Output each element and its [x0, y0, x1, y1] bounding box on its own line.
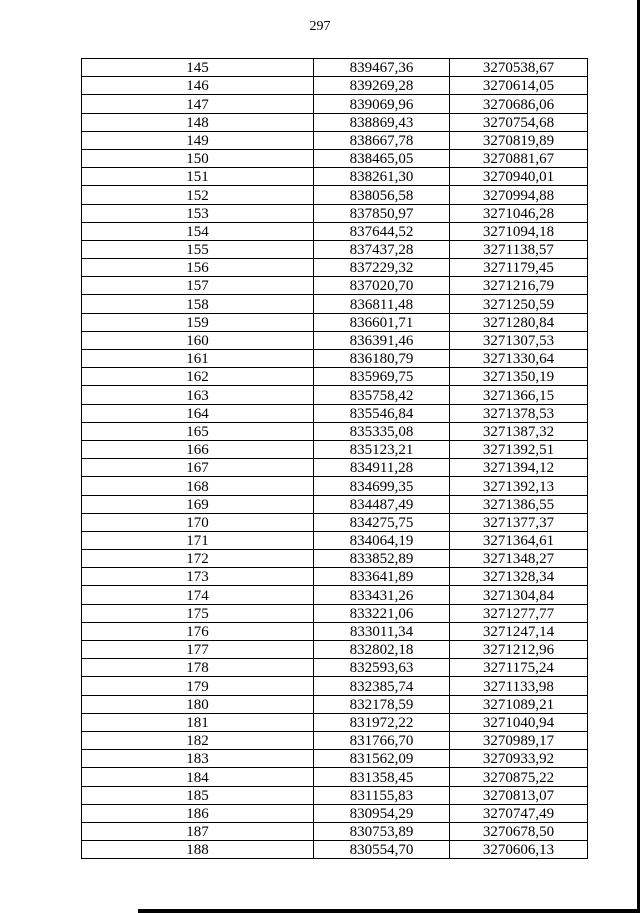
coordinates-table [81, 58, 588, 859]
point-number-cell: 167 [82, 459, 314, 477]
y-coordinate-cell: 3271040,94 [450, 713, 588, 731]
table-row [82, 677, 588, 695]
y-coordinate-cell: 3270940,01 [450, 168, 588, 186]
x-coordinate-cell: 834911,28 [314, 459, 450, 477]
y-coordinate-cell: 3271387,32 [450, 422, 588, 440]
x-coordinate-cell: 834275,75 [314, 513, 450, 531]
y-coordinate-cell: 3271247,14 [450, 622, 588, 640]
point-number-cell: 176 [82, 622, 314, 640]
x-coordinate-cell: 830554,70 [314, 841, 450, 859]
x-coordinate-cell: 831358,45 [314, 768, 450, 786]
y-coordinate-cell: 3270686,06 [450, 95, 588, 113]
y-coordinate-cell: 3271138,57 [450, 240, 588, 258]
x-coordinate-cell: 832178,59 [314, 695, 450, 713]
point-number-cell: 159 [82, 313, 314, 331]
x-coordinate-cell: 839269,28 [314, 77, 450, 95]
point-number-cell: 180 [82, 695, 314, 713]
x-coordinate-cell: 832593,63 [314, 659, 450, 677]
x-coordinate-cell: 835335,08 [314, 422, 450, 440]
point-number-cell: 145 [82, 59, 314, 77]
point-number-cell: 170 [82, 513, 314, 531]
x-coordinate-cell: 836811,48 [314, 295, 450, 313]
point-number-cell: 161 [82, 350, 314, 368]
y-coordinate-cell: 3271394,12 [450, 459, 588, 477]
x-coordinate-cell: 838056,58 [314, 186, 450, 204]
x-coordinate-cell: 832802,18 [314, 641, 450, 659]
point-number-cell: 166 [82, 440, 314, 458]
table-row [82, 731, 588, 749]
x-coordinate-cell: 837644,52 [314, 222, 450, 240]
point-number-cell: 164 [82, 404, 314, 422]
table-row [82, 659, 588, 677]
point-number-cell: 183 [82, 750, 314, 768]
y-coordinate-cell: 3270747,49 [450, 804, 588, 822]
y-coordinate-cell: 3271304,84 [450, 586, 588, 604]
table-row [82, 95, 588, 113]
y-coordinate-cell: 3270819,89 [450, 131, 588, 149]
y-coordinate-cell: 3270678,50 [450, 822, 588, 840]
page-number: 297 [309, 19, 331, 34]
table-row [82, 368, 588, 386]
x-coordinate-cell: 833641,89 [314, 568, 450, 586]
y-coordinate-cell: 3271330,64 [450, 350, 588, 368]
y-coordinate-cell: 3271386,55 [450, 495, 588, 513]
table-row [82, 404, 588, 422]
point-number-cell: 146 [82, 77, 314, 95]
point-number-cell: 187 [82, 822, 314, 840]
y-coordinate-cell: 3270813,07 [450, 786, 588, 804]
y-coordinate-cell: 3270881,67 [450, 149, 588, 167]
point-number-cell: 156 [82, 259, 314, 277]
table-row [82, 641, 588, 659]
y-coordinate-cell: 3271307,53 [450, 331, 588, 349]
y-coordinate-cell: 3271348,27 [450, 550, 588, 568]
point-number-cell: 149 [82, 131, 314, 149]
y-coordinate-cell: 3270875,22 [450, 768, 588, 786]
y-coordinate-cell: 3271216,79 [450, 277, 588, 295]
table-row [82, 695, 588, 713]
y-coordinate-cell: 3270754,68 [450, 113, 588, 131]
point-number-cell: 182 [82, 731, 314, 749]
point-number-cell: 177 [82, 641, 314, 659]
table-row [82, 822, 588, 840]
y-coordinate-cell: 3271089,21 [450, 695, 588, 713]
table-row [82, 422, 588, 440]
x-coordinate-cell: 830954,29 [314, 804, 450, 822]
table-row [82, 204, 588, 222]
table-row [82, 59, 588, 77]
y-coordinate-cell: 3270994,88 [450, 186, 588, 204]
table-row [82, 550, 588, 568]
point-number-cell: 157 [82, 277, 314, 295]
table-row [82, 313, 588, 331]
table-row [82, 495, 588, 513]
x-coordinate-cell: 834699,35 [314, 477, 450, 495]
table-row [82, 568, 588, 586]
x-coordinate-cell: 833011,34 [314, 622, 450, 640]
x-coordinate-cell: 832385,74 [314, 677, 450, 695]
table-row [82, 113, 588, 131]
point-number-cell: 184 [82, 768, 314, 786]
point-number-cell: 179 [82, 677, 314, 695]
table-row [82, 277, 588, 295]
x-coordinate-cell: 836391,46 [314, 331, 450, 349]
x-coordinate-cell: 839069,96 [314, 95, 450, 113]
x-coordinate-cell: 831562,09 [314, 750, 450, 768]
table-row [82, 168, 588, 186]
table-row [82, 786, 588, 804]
point-number-cell: 172 [82, 550, 314, 568]
x-coordinate-cell: 838465,05 [314, 149, 450, 167]
point-number-cell: 155 [82, 240, 314, 258]
x-coordinate-cell: 831766,70 [314, 731, 450, 749]
table-row [82, 77, 588, 95]
y-coordinate-cell: 3271328,34 [450, 568, 588, 586]
table-row [82, 513, 588, 531]
point-number-cell: 148 [82, 113, 314, 131]
x-coordinate-cell: 834487,49 [314, 495, 450, 513]
table-row [82, 149, 588, 167]
x-coordinate-cell: 837850,97 [314, 204, 450, 222]
point-number-cell: 181 [82, 713, 314, 731]
y-coordinate-cell: 3271133,98 [450, 677, 588, 695]
point-number-cell: 151 [82, 168, 314, 186]
table-row [82, 259, 588, 277]
x-coordinate-cell: 835969,75 [314, 368, 450, 386]
point-number-cell: 153 [82, 204, 314, 222]
table-row [82, 350, 588, 368]
table-row [82, 222, 588, 240]
table-row [82, 386, 588, 404]
y-coordinate-cell: 3271250,59 [450, 295, 588, 313]
x-coordinate-cell: 833221,06 [314, 604, 450, 622]
table-row [82, 477, 588, 495]
x-coordinate-cell: 835123,21 [314, 440, 450, 458]
table-row [82, 804, 588, 822]
point-number-cell: 185 [82, 786, 314, 804]
x-coordinate-cell: 833852,89 [314, 550, 450, 568]
y-coordinate-cell: 3270989,17 [450, 731, 588, 749]
y-coordinate-cell: 3271350,19 [450, 368, 588, 386]
x-coordinate-cell: 836601,71 [314, 313, 450, 331]
y-coordinate-cell: 3271366,15 [450, 386, 588, 404]
point-number-cell: 165 [82, 422, 314, 440]
point-number-cell: 158 [82, 295, 314, 313]
point-number-cell: 186 [82, 804, 314, 822]
table-row [82, 604, 588, 622]
point-number-cell: 163 [82, 386, 314, 404]
table-row [82, 131, 588, 149]
point-number-cell: 147 [82, 95, 314, 113]
x-coordinate-cell: 830753,89 [314, 822, 450, 840]
x-coordinate-cell: 835758,42 [314, 386, 450, 404]
x-coordinate-cell: 833431,26 [314, 586, 450, 604]
point-number-cell: 160 [82, 331, 314, 349]
y-coordinate-cell: 3271212,96 [450, 641, 588, 659]
x-coordinate-cell: 839467,36 [314, 59, 450, 77]
y-coordinate-cell: 3271046,28 [450, 204, 588, 222]
point-number-cell: 188 [82, 841, 314, 859]
x-coordinate-cell: 838869,43 [314, 113, 450, 131]
table-row [82, 622, 588, 640]
table-row [82, 768, 588, 786]
table-row [82, 186, 588, 204]
y-coordinate-cell: 3271277,77 [450, 604, 588, 622]
point-number-cell: 162 [82, 368, 314, 386]
x-coordinate-cell: 838261,30 [314, 168, 450, 186]
y-coordinate-cell: 3270614,05 [450, 77, 588, 95]
point-number-cell: 168 [82, 477, 314, 495]
coordinates-table-body [82, 59, 588, 859]
y-coordinate-cell: 3271280,84 [450, 313, 588, 331]
table-row [82, 531, 588, 549]
y-coordinate-cell: 3271094,18 [450, 222, 588, 240]
y-coordinate-cell: 3270606,13 [450, 841, 588, 859]
x-coordinate-cell: 837020,70 [314, 277, 450, 295]
point-number-cell: 171 [82, 531, 314, 549]
point-number-cell: 150 [82, 149, 314, 167]
point-number-cell: 154 [82, 222, 314, 240]
x-coordinate-cell: 835546,84 [314, 404, 450, 422]
table-row [82, 440, 588, 458]
y-coordinate-cell: 3271378,53 [450, 404, 588, 422]
table-row [82, 713, 588, 731]
y-coordinate-cell: 3271175,24 [450, 659, 588, 677]
y-coordinate-cell: 3270538,67 [450, 59, 588, 77]
point-number-cell: 175 [82, 604, 314, 622]
x-coordinate-cell: 838667,78 [314, 131, 450, 149]
y-coordinate-cell: 3270933,92 [450, 750, 588, 768]
table-row [82, 331, 588, 349]
x-coordinate-cell: 837229,32 [314, 259, 450, 277]
table-row [82, 459, 588, 477]
y-coordinate-cell: 3271392,13 [450, 477, 588, 495]
table-row [82, 841, 588, 859]
y-coordinate-cell: 3271392,51 [450, 440, 588, 458]
x-coordinate-cell: 837437,28 [314, 240, 450, 258]
table-row [82, 240, 588, 258]
y-coordinate-cell: 3271179,45 [450, 259, 588, 277]
table-row [82, 750, 588, 768]
x-coordinate-cell: 834064,19 [314, 531, 450, 549]
point-number-cell: 169 [82, 495, 314, 513]
y-coordinate-cell: 3271377,37 [450, 513, 588, 531]
scan-edge-bottom [138, 909, 640, 913]
y-coordinate-cell: 3271364,61 [450, 531, 588, 549]
point-number-cell: 152 [82, 186, 314, 204]
point-number-cell: 174 [82, 586, 314, 604]
table-row [82, 295, 588, 313]
table-row [82, 586, 588, 604]
x-coordinate-cell: 831972,22 [314, 713, 450, 731]
x-coordinate-cell: 836180,79 [314, 350, 450, 368]
x-coordinate-cell: 831155,83 [314, 786, 450, 804]
point-number-cell: 178 [82, 659, 314, 677]
point-number-cell: 173 [82, 568, 314, 586]
